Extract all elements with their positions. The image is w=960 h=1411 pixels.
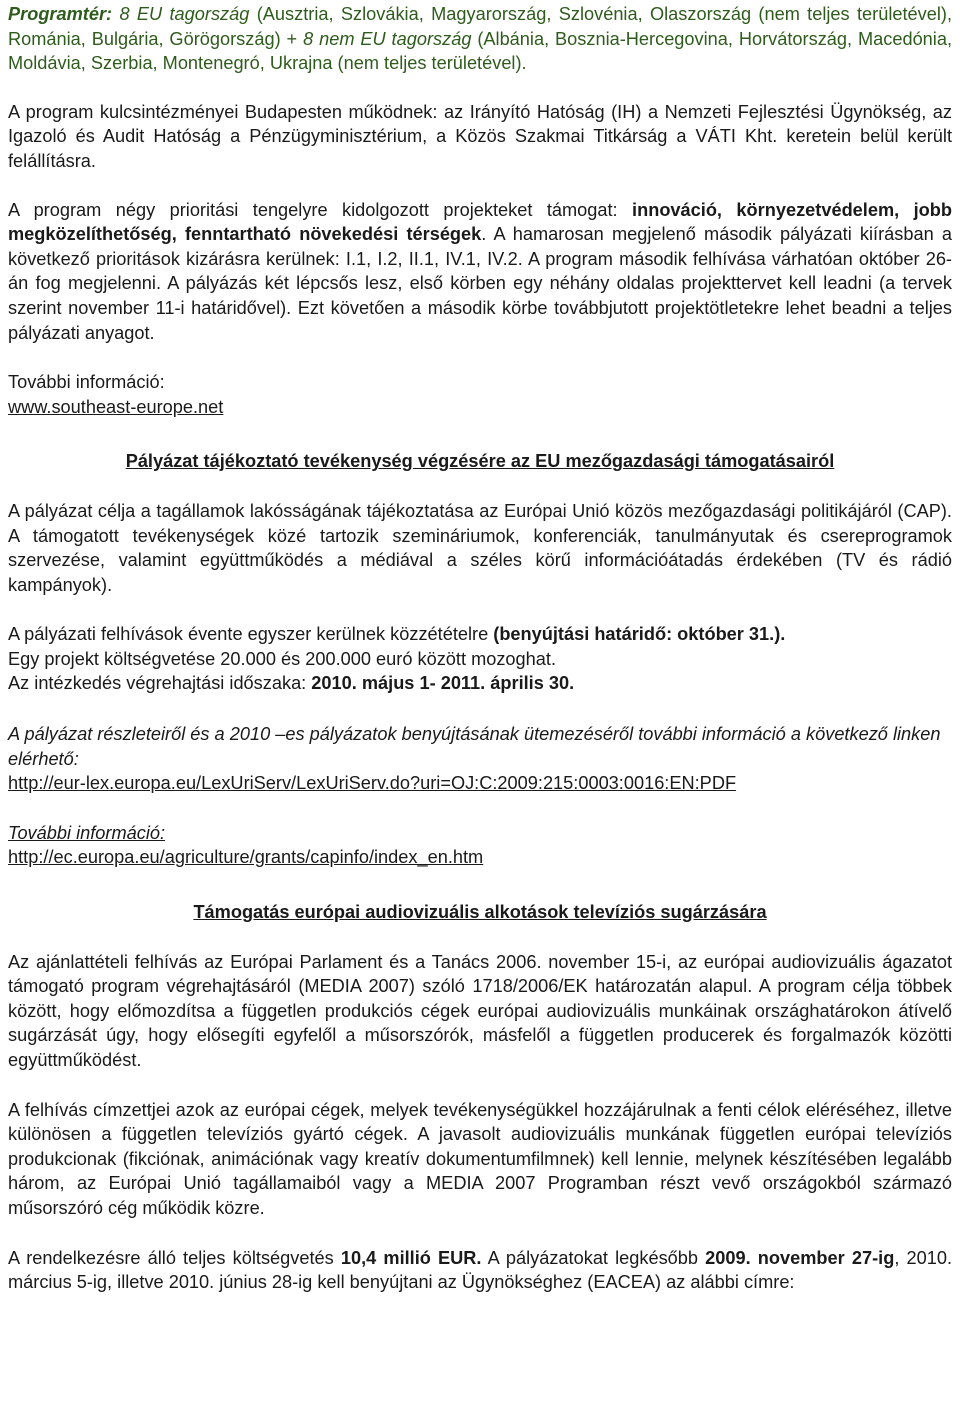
priorities-details: . A hamarosan megjelenő második pályázati kiírásban a következő prioritások kizárásra kerülnek: I.1, I.2, II.1, IV.1, IV.2. A program második felhívása várhatóan október 26-án fog megjelenni. A pályázás két lépcsős lesz, első körben egy néhány oldalas projekttervet kell leadni (a tervek szerint november 11-i határidővel). Ezt követően a második körbe továbbjutott projektötletekre lehet beadni a teljes pályázati anyagot.: [8, 224, 952, 343]
media-budget-intro: A rendelkezésre álló teljes költségvetés: [8, 1247, 341, 1268]
capinfo-link[interactable]: http://ec.europa.eu/agriculture/grants/capinfo/index_en.htm: [8, 847, 484, 868]
more-info-block-1: [8, 370, 952, 419]
priorities-paragraph: [8, 198, 952, 346]
more-info-block-2: [8, 821, 952, 870]
southeast-europe-link[interactable]: www.southeast-europe.net: [8, 396, 224, 417]
section-heading-capinfo: Pályázat tájékoztató tevékenység végzésére az EU mezőgazdasági támogatásairól: [125, 451, 835, 472]
non-eu-members-count: 8 nem EU tagország: [303, 28, 472, 49]
programter-paragraph: [8, 2, 952, 76]
media-deadline-intro: A pályázatokat legkésőbb: [481, 1247, 706, 1268]
capinfo-deadline-paragraph: [8, 622, 952, 696]
media-budget-paragraph: [8, 1246, 952, 1295]
section-heading-media: Támogatás európai audiovizuális alkotások televíziós sugárzására: [193, 902, 767, 923]
media-budget-amount: 10,4 millió EUR.: [340, 1247, 482, 1268]
eu-members-list: (Ausztria, Szlovákia, Magyarország, Szlovénia, Olaszország (nem teljes területével), Románia, Bulgária, Görögország) +: [8, 4, 952, 49]
capinfo-deadline-date: (benyújtási határidő: október 31.).: [493, 624, 786, 645]
capinfo-details-block: [8, 722, 952, 796]
eur-lex-link[interactable]: http://eur-lex.europa.eu/LexUriServ/LexUriServ.do?uri=OJ:C:2009:215:0003:0016:EN:PDF: [8, 773, 737, 794]
capinfo-details-text: A pályázat részleteiről és a 2010 –es pályázatok benyújtásának ütemezéséről további információ a következő linken elérhető:: [8, 724, 941, 769]
capinfo-purpose-paragraph: A pályázat célja a tagállamok lakósságának tájékoztatása az Európai Unió közös mezőgazdasági politikájáról (CAP). A támogatott tevékenységek közé tartozik szemináriumok, konferenciák, tanulmányutak és csereprogramok szervezése, valamint együttműködés a médiával a széles körű információátadás érdekében (TV és rádió kampányok).: [8, 500, 952, 595]
media-recipients-paragraph: A felhívás címzettjei azok az európai cégek, melyek tevékenységükkel hozzájárulnak a fenti célok eléréséhez, illetve különösen a független televíziós gyártó cégek. A javasolt audiovizuális munkának független európai televíziós produkcionak (fikciónak, animációnak vagy kreatív dokumentumfilmnek) kell lennie, melynek készítésében legalább három, az Európai Unió tagállamaiból vagy a MEDIA 2007 Programban részt vevő országokból származó műsorszóró cég működik közre.: [8, 1099, 952, 1218]
more-info-label-2: További információ:: [8, 822, 166, 843]
non-eu-members-list: (Albánia, Bosznia-Hercegovina, Horvátország, Macedónia, Moldávia, Szerbia, Montenegró, Ukrajna (nem teljes területével).: [8, 28, 953, 74]
priorities-list: innováció, környezetvédelem, jobb megközelíthetőség, fenntartható növekedési térségek: [8, 199, 953, 245]
capinfo-period-label: Az intézkedés végrehajtási időszaka:: [8, 673, 312, 694]
capinfo-deadline-intro: A pályázati felhívások évente egyszer kerülnek közzétételre: [8, 624, 494, 645]
programter-label: Programtér:: [8, 4, 113, 24]
priorities-intro: A program négy prioritási tengelyre kidolgozott projekteket támogat:: [8, 199, 633, 220]
eu-members-count: 8 EU tagország: [112, 4, 250, 24]
document-page: [0, 2, 960, 1295]
media-intro-paragraph: Az ajánlattételi felhívás az Európai Parlament és a Tanács 2006. november 15-i, az európai audiovizuális ágazatot támogató program végrehajtásáról (MEDIA 2007) szóló 1718/2006/EK határozatán alapul. A program célja többek között, hogy előmozdítsa a független produkciós cégek európai audiovizuális munkáinak országhatárokon átívelő sugárzását úgy, hogy elősegíti egyfelől a műsorszórók, másfelől a független producerek és forgalmazók közötti együttműködést.: [8, 951, 952, 1070]
capinfo-period-dates: 2010. május 1- 2011. április 30.: [311, 673, 575, 694]
media-first-deadline: 2009. november 27-ig: [705, 1247, 895, 1268]
media-other-deadlines: , 2010. március 5-ig, illetve 2010. június 28-ig kell benyújtani az Ügynökséghez (EACEA) az alábbi címre:: [8, 1247, 953, 1293]
more-info-label-1: További információ:: [8, 372, 165, 393]
institutions-paragraph: A program kulcsintézményei Budapesten működnek: az Irányító Hatóság (IH) a Nemzeti Fejlesztési Ügynökség, az Igazoló és Audit Hatóság a Pénzügyminisztérium, a Közös Szakmai Titkárság a VÁTI Kht. keretein belül került felállításra.: [8, 101, 952, 171]
capinfo-budget-line: Egy projekt költségvetése 20.000 és 200.000 euró között mozoghat.: [8, 648, 556, 669]
